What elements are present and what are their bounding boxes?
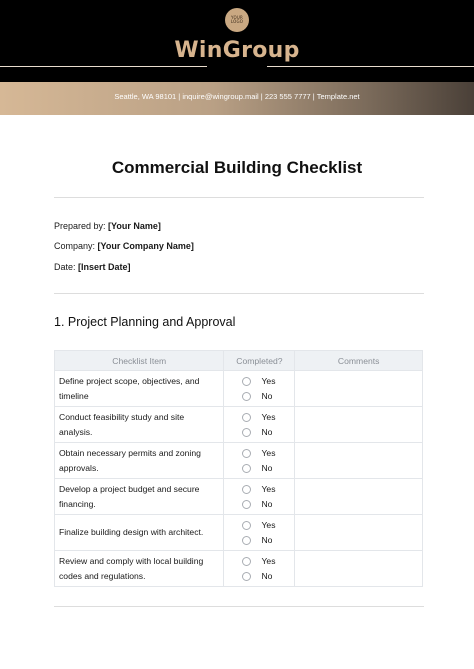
- comments-cell[interactable]: [295, 479, 423, 515]
- no-label: No: [261, 571, 273, 581]
- completed-cell: [224, 479, 295, 515]
- comments-cell[interactable]: [295, 371, 423, 407]
- column-header-item: Checklist Item: [55, 351, 224, 371]
- yes-label: Yes: [261, 376, 276, 386]
- table-row: [55, 479, 423, 515]
- no-label: No: [261, 535, 273, 545]
- yes-radio[interactable]: [242, 377, 251, 386]
- section-title: 1. Project Planning and Approval: [54, 315, 236, 329]
- date-value: [Insert Date]: [78, 262, 131, 272]
- table-row: [55, 443, 423, 479]
- logo: [225, 8, 249, 32]
- checklist-item: Develop a project budget and secure financing.: [55, 479, 224, 515]
- company: [54, 241, 194, 251]
- no-option[interactable]: [224, 389, 294, 404]
- divider: [54, 606, 424, 607]
- no-label: No: [261, 463, 273, 473]
- no-radio[interactable]: [242, 536, 251, 545]
- divider: [54, 293, 424, 294]
- no-option[interactable]: [224, 497, 294, 512]
- table-row: [55, 371, 423, 407]
- no-option[interactable]: [224, 533, 294, 548]
- comments-cell[interactable]: [295, 443, 423, 479]
- no-radio[interactable]: [242, 392, 251, 401]
- company-label: Company:: [54, 241, 96, 251]
- comments-cell[interactable]: [295, 551, 423, 587]
- document-title: Commercial Building Checklist: [111, 158, 363, 177]
- yes-label: Yes: [261, 412, 276, 422]
- column-header-comments: Comments: [295, 351, 423, 371]
- no-label: No: [261, 427, 273, 437]
- contact-info: Seattle, WA 98101 | inquire@wingroup.mail | 223 555 7777 | Template.net: [114, 92, 360, 101]
- yes-label: Yes: [261, 448, 276, 458]
- checklist-table: [54, 350, 423, 587]
- completed-cell: [224, 551, 295, 587]
- table-row: [55, 515, 423, 551]
- yes-radio[interactable]: [242, 521, 251, 530]
- brand-name: WinGroup: [174, 38, 300, 63]
- completed-cell: [224, 407, 295, 443]
- yes-option[interactable]: [224, 518, 294, 533]
- yes-option[interactable]: [224, 446, 294, 461]
- yes-option[interactable]: [224, 410, 294, 425]
- company-value: [Your Company Name]: [97, 241, 194, 251]
- yes-radio[interactable]: [242, 557, 251, 566]
- no-option[interactable]: [224, 569, 294, 584]
- prepared-by-value: [Your Name]: [108, 221, 161, 231]
- comments-cell[interactable]: [295, 407, 423, 443]
- checklist-item: Finalize building design with architect.: [55, 515, 224, 551]
- no-radio[interactable]: [242, 464, 251, 473]
- prepared-by-label: Prepared by:: [54, 221, 106, 231]
- comments-cell[interactable]: [295, 515, 423, 551]
- header: [0, 0, 474, 82]
- column-header-completed: Completed?: [224, 351, 295, 371]
- divider: [54, 197, 424, 198]
- checklist-item: Define project scope, objectives, and timeline: [55, 371, 224, 407]
- no-label: No: [261, 391, 273, 401]
- yes-radio[interactable]: [242, 449, 251, 458]
- no-radio[interactable]: [242, 572, 251, 581]
- date-label: Date:: [54, 262, 76, 272]
- no-option[interactable]: [224, 461, 294, 476]
- table-row: [55, 407, 423, 443]
- no-radio[interactable]: [242, 500, 251, 509]
- yes-option[interactable]: [224, 554, 294, 569]
- completed-cell: [224, 515, 295, 551]
- logo-line1: YOUR: [231, 14, 243, 20]
- yes-radio[interactable]: [242, 485, 251, 494]
- checklist-item: Obtain necessary permits and zoning approvals.: [55, 443, 224, 479]
- completed-cell: [224, 371, 295, 407]
- checklist-item: Conduct feasibility study and site analysis.: [55, 407, 224, 443]
- table-row: [55, 551, 423, 587]
- date: [54, 262, 131, 272]
- yes-radio[interactable]: [242, 413, 251, 422]
- completed-cell: [224, 443, 295, 479]
- yes-label: Yes: [261, 484, 276, 494]
- yes-label: Yes: [261, 556, 276, 566]
- yes-label: Yes: [261, 520, 276, 530]
- no-option[interactable]: [224, 425, 294, 440]
- prepared-by: [54, 221, 161, 231]
- checklist-item: Review and comply with local building codes and regulations.: [55, 551, 224, 587]
- no-radio[interactable]: [242, 428, 251, 437]
- yes-option[interactable]: [224, 374, 294, 389]
- yes-option[interactable]: [224, 482, 294, 497]
- logo-line2: LOGO: [230, 19, 244, 24]
- no-label: No: [261, 499, 273, 509]
